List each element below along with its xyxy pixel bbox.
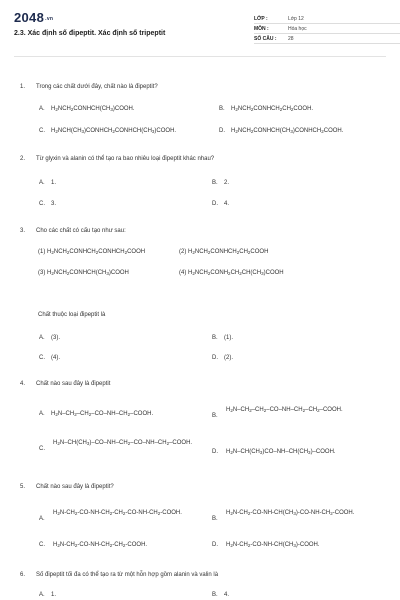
option-label: A.: [39, 516, 45, 522]
option-label: C.: [39, 201, 45, 207]
question-number: 3.: [20, 228, 26, 234]
question-number: 4.: [20, 381, 26, 387]
option-text: 4.: [224, 592, 230, 598]
question-text: Trong các chất dưới đây, chất nào là đipeptit?: [36, 84, 158, 90]
question-number: 5.: [20, 484, 26, 490]
question-1: [20, 83, 388, 143]
option-label: B.: [212, 592, 218, 598]
option-label: D.: [219, 128, 225, 134]
option-text: 1.: [51, 592, 57, 598]
meta-table: [254, 14, 400, 44]
question-number: 1.: [20, 84, 26, 90]
meta-value: Lớp 12: [288, 15, 304, 22]
option-text: $H_2N-CH_2-CO-NH-CH(CH_3)-CO-NH-CH_2$-COOH.: [226, 510, 355, 516]
question-text: Từ glyxin và alanin có thể tạo ra bao nhiêu loại đipeptit khác nhau?: [36, 156, 215, 162]
option-label: B.: [212, 180, 218, 186]
header-divider: [14, 56, 386, 57]
option-text: 2.: [224, 180, 230, 186]
question-text: Chất nào sau đây là đipeptit: [36, 381, 111, 387]
option-label: A.: [39, 180, 45, 186]
option-label: A.: [39, 411, 45, 417]
question-2: [20, 155, 388, 211]
option-text: $H_2NCH_2CONHCH(CH_3)CONHCH_2COOH$.: [231, 128, 344, 134]
meta-value: 28: [288, 35, 294, 42]
structure-line-4: (4) $H_2NCH_2CONH_2CH_2CH(CH_3)COOH$: [179, 270, 284, 276]
option-text: $H_2N-CH_2-CO-NH-CH_2-CH_2$-COOH.: [53, 542, 148, 548]
question-subtext: Chất thuộc loại đipeptit là: [38, 312, 106, 318]
option-text: (2).: [224, 355, 233, 361]
structure-line-1: (1) $H_2NCH_2CONHCH_2CONHCH_2COOH$: [38, 249, 146, 255]
option-label: B.: [212, 516, 218, 522]
option-text: 4.: [224, 201, 230, 207]
option-label: A.: [39, 106, 45, 112]
meta-row-class: [254, 14, 400, 24]
option-text: (1).: [224, 335, 233, 341]
option-label: B.: [212, 413, 218, 419]
option-label: D.: [212, 355, 218, 361]
question-text: Cho các chất có cấu tạo như sau:: [36, 228, 126, 234]
site-logo[interactable]: [14, 10, 53, 25]
option-label: D.: [212, 542, 218, 548]
meta-key: SỐ CÂU :: [254, 35, 277, 42]
option-text: $H_2NCH(CH_3)CONHCH_2CONHCH(CH_3)COOH$.: [51, 128, 177, 134]
question-6: [20, 571, 388, 599]
structure-line-2: (2) $H_2NCH_2CONHCH_2CH_2COOH$: [179, 249, 269, 255]
meta-value: Hóa học: [288, 25, 307, 32]
structure-line-3: (3) $H_2NCH_2CONHCH(CH_3)COOH$: [38, 270, 129, 276]
option-text: 1.: [51, 180, 57, 186]
option-label: C.: [39, 446, 45, 452]
option-label: B.: [219, 106, 225, 112]
header: [14, 10, 386, 50]
question-5: [20, 483, 388, 553]
option-label: C.: [39, 542, 45, 548]
option-text: (4).: [51, 355, 60, 361]
option-text: $H_2N-CH(CH_3)CO-NH-CH(CH_3)$–COOH.: [226, 449, 336, 455]
option-text: $H_2N-CH(CH_3)-CO-NH-CH_2-CO-NH-CH_2$–COOH.: [53, 440, 193, 446]
question-4: [20, 380, 388, 470]
question-text: Chất nào sau đây là đipeptit?: [36, 484, 114, 490]
meta-key: MÔN :: [254, 25, 269, 32]
option-text: $H_2N-CH_2-CO-NH-CH(CH_3)$-COOH.: [226, 542, 320, 548]
option-label: D.: [212, 201, 218, 207]
option-label: A.: [39, 592, 45, 598]
option-label: A.: [39, 335, 45, 341]
option-text: $H_2NCH_2CONHCH_2CH_2COOH$.: [231, 106, 314, 112]
question-3: [20, 227, 388, 367]
meta-row-subject: [254, 24, 400, 34]
option-text: (3).: [51, 335, 60, 341]
question-text: Số đipeptit tối đa có thể tạo ra từ một hỗn hợp gồm alanin và valin là: [36, 572, 219, 578]
question-number: 2.: [20, 156, 26, 162]
option-label: C.: [39, 355, 45, 361]
option-text: 3.: [51, 201, 57, 207]
option-text: $H_2N-CH_2-CH_2-CO-NH-CH_2$–COOH.: [51, 411, 154, 417]
option-label: D.: [212, 449, 218, 455]
meta-row-count: [254, 34, 400, 44]
question-number: 6.: [20, 572, 26, 578]
option-label: B.: [212, 335, 218, 341]
page-title: 2.3. Xác định số đipeptit. Xác định số tripeptit: [14, 30, 166, 37]
meta-key: LỚP :: [254, 15, 268, 22]
option-label: C.: [39, 128, 45, 134]
logo-main: 2048: [14, 10, 45, 25]
option-text: $H_2NCH_2CONHCH(CH_3)COOH$.: [51, 106, 135, 112]
option-text: $H_2N-CH_2-CO-NH-CH_2-CH_2-CO-NH-CH_2$-COOH.: [53, 510, 182, 516]
logo-sub: .vn: [45, 15, 54, 22]
option-text: $H_2N-CH_2-CH_2-CO-NH-CH_2-CH_2$–COOH.: [226, 407, 343, 413]
